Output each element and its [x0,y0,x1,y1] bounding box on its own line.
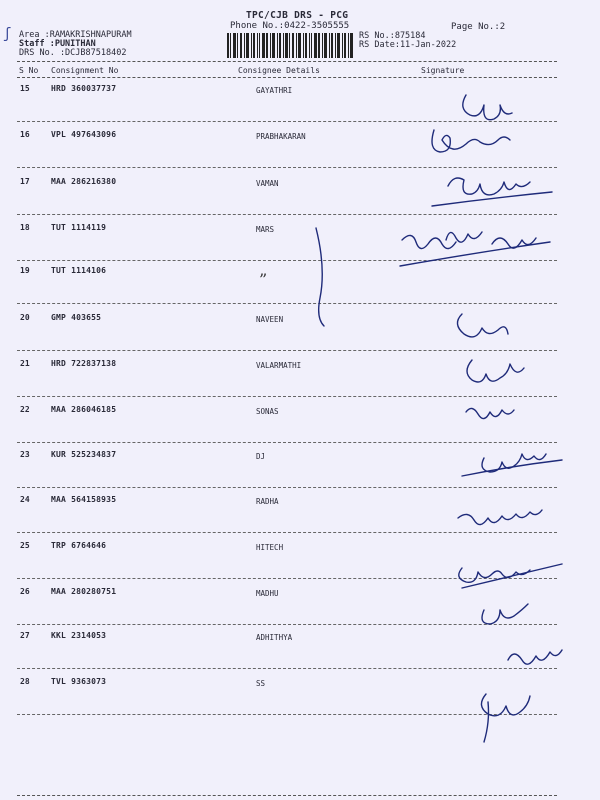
barcode [227,33,354,58]
rs-number: RS No.:875184 [359,31,426,41]
row-serial-number: 23 [20,450,30,459]
row-serial-number: 27 [20,631,30,640]
row-divider [17,442,557,443]
row-divider [17,121,557,122]
table-row [0,541,600,589]
row-serial-number: 22 [20,405,30,414]
header-rule-top [17,61,557,62]
table-row [0,495,600,543]
row-consignee-name: PRABHAKARAN [256,132,306,141]
table-row [0,84,600,132]
phone-number: Phone No.:0422-3505555 [230,21,350,31]
row-consignment-number: HRD 722837138 [51,359,117,368]
table-row [0,359,600,407]
row-consignee-name: MADHU [256,589,279,598]
table-row [0,677,600,725]
row-divider [17,214,557,215]
row-consignee-name: MARS [256,225,275,234]
drs-number: DRS No. :DCJB87518402 [19,48,127,58]
row-divider [17,668,557,669]
row-consignment-number: MAA 280280751 [51,587,117,596]
row-divider [17,714,557,715]
table-row [0,223,600,271]
row-consignment-number: TRP 6764646 [51,541,107,550]
row-serial-number: 18 [20,223,30,232]
staff-field: Staff :PUNITHAN [19,39,96,49]
row-consignment-number: MAA 286216380 [51,177,117,186]
table-row [0,631,600,679]
row-consignment-number: KUR 525234837 [51,450,117,459]
column-header-consignee: Consignee Details [238,66,320,75]
row-consignee-name: NAVEEN [256,315,284,324]
row-divider [17,487,557,488]
footer-rule [17,795,557,796]
column-header-signature: Signature [421,66,465,75]
row-consignee-name: SS [256,679,266,688]
row-divider [17,532,557,533]
area-field: Area :RAMAKRISHNAPURAM [19,30,132,40]
row-serial-number: 15 [20,84,30,93]
row-consignment-number: TUT 1114106 [51,266,107,275]
row-divider [17,167,557,168]
row-consignee-name: HITECH [256,543,284,552]
row-consignment-number: VPL 497643096 [51,130,117,139]
row-serial-number: 17 [20,177,30,186]
corner-pen-mark: ʃ [3,26,12,42]
row-consignee-name: ADHITHYA [256,633,293,642]
row-consignment-number: MAA 564158935 [51,495,117,504]
row-consignment-number: TVL 9363073 [51,677,107,686]
table-row [0,177,600,225]
row-serial-number: 20 [20,313,30,322]
row-consignment-number: KKL 2314053 [51,631,107,640]
row-consignment-number: TUT 1114119 [51,223,107,232]
rs-date: RS Date:11-Jan-2022 [359,40,457,50]
sheet-title: TPC/CJB DRS - PCG [246,10,349,21]
row-consignment-number: GMP 403655 [51,313,102,322]
row-divider [17,578,557,579]
table-row [0,130,600,178]
table-row [0,450,600,498]
table-row [0,405,600,453]
page-number: Page No.:2 [451,22,506,32]
row-divider [17,303,557,304]
row-serial-number: 28 [20,677,30,686]
header-rule-bottom [17,77,557,78]
row-consignee-name: VALARMATHI [256,361,302,370]
row-consignee-name: DJ [256,452,266,461]
row-serial-number: 25 [20,541,30,550]
row-consignee-name: GAYATHRI [256,86,293,95]
row-divider [17,624,557,625]
row-serial-number: 24 [20,495,30,504]
table-row [0,313,600,361]
row-serial-number: 21 [20,359,30,368]
table-row [0,587,600,635]
row-divider [17,260,557,261]
row-divider [17,350,557,351]
row-consignee-name: SONAS [256,407,279,416]
column-header-sno: S No [19,66,39,75]
column-header-consignment: Consignment No [51,66,119,75]
row-consignee-name: RADHA [256,497,279,506]
row-consignment-number: HRD 360037737 [51,84,117,93]
row-consignee-name: VAMAN [256,179,279,188]
ditto-mark: ” [259,270,268,289]
row-consignment-number: MAA 286046185 [51,405,117,414]
row-serial-number: 16 [20,130,30,139]
row-divider [17,396,557,397]
row-serial-number: 26 [20,587,30,596]
table-row [0,266,600,314]
row-serial-number: 19 [20,266,30,275]
